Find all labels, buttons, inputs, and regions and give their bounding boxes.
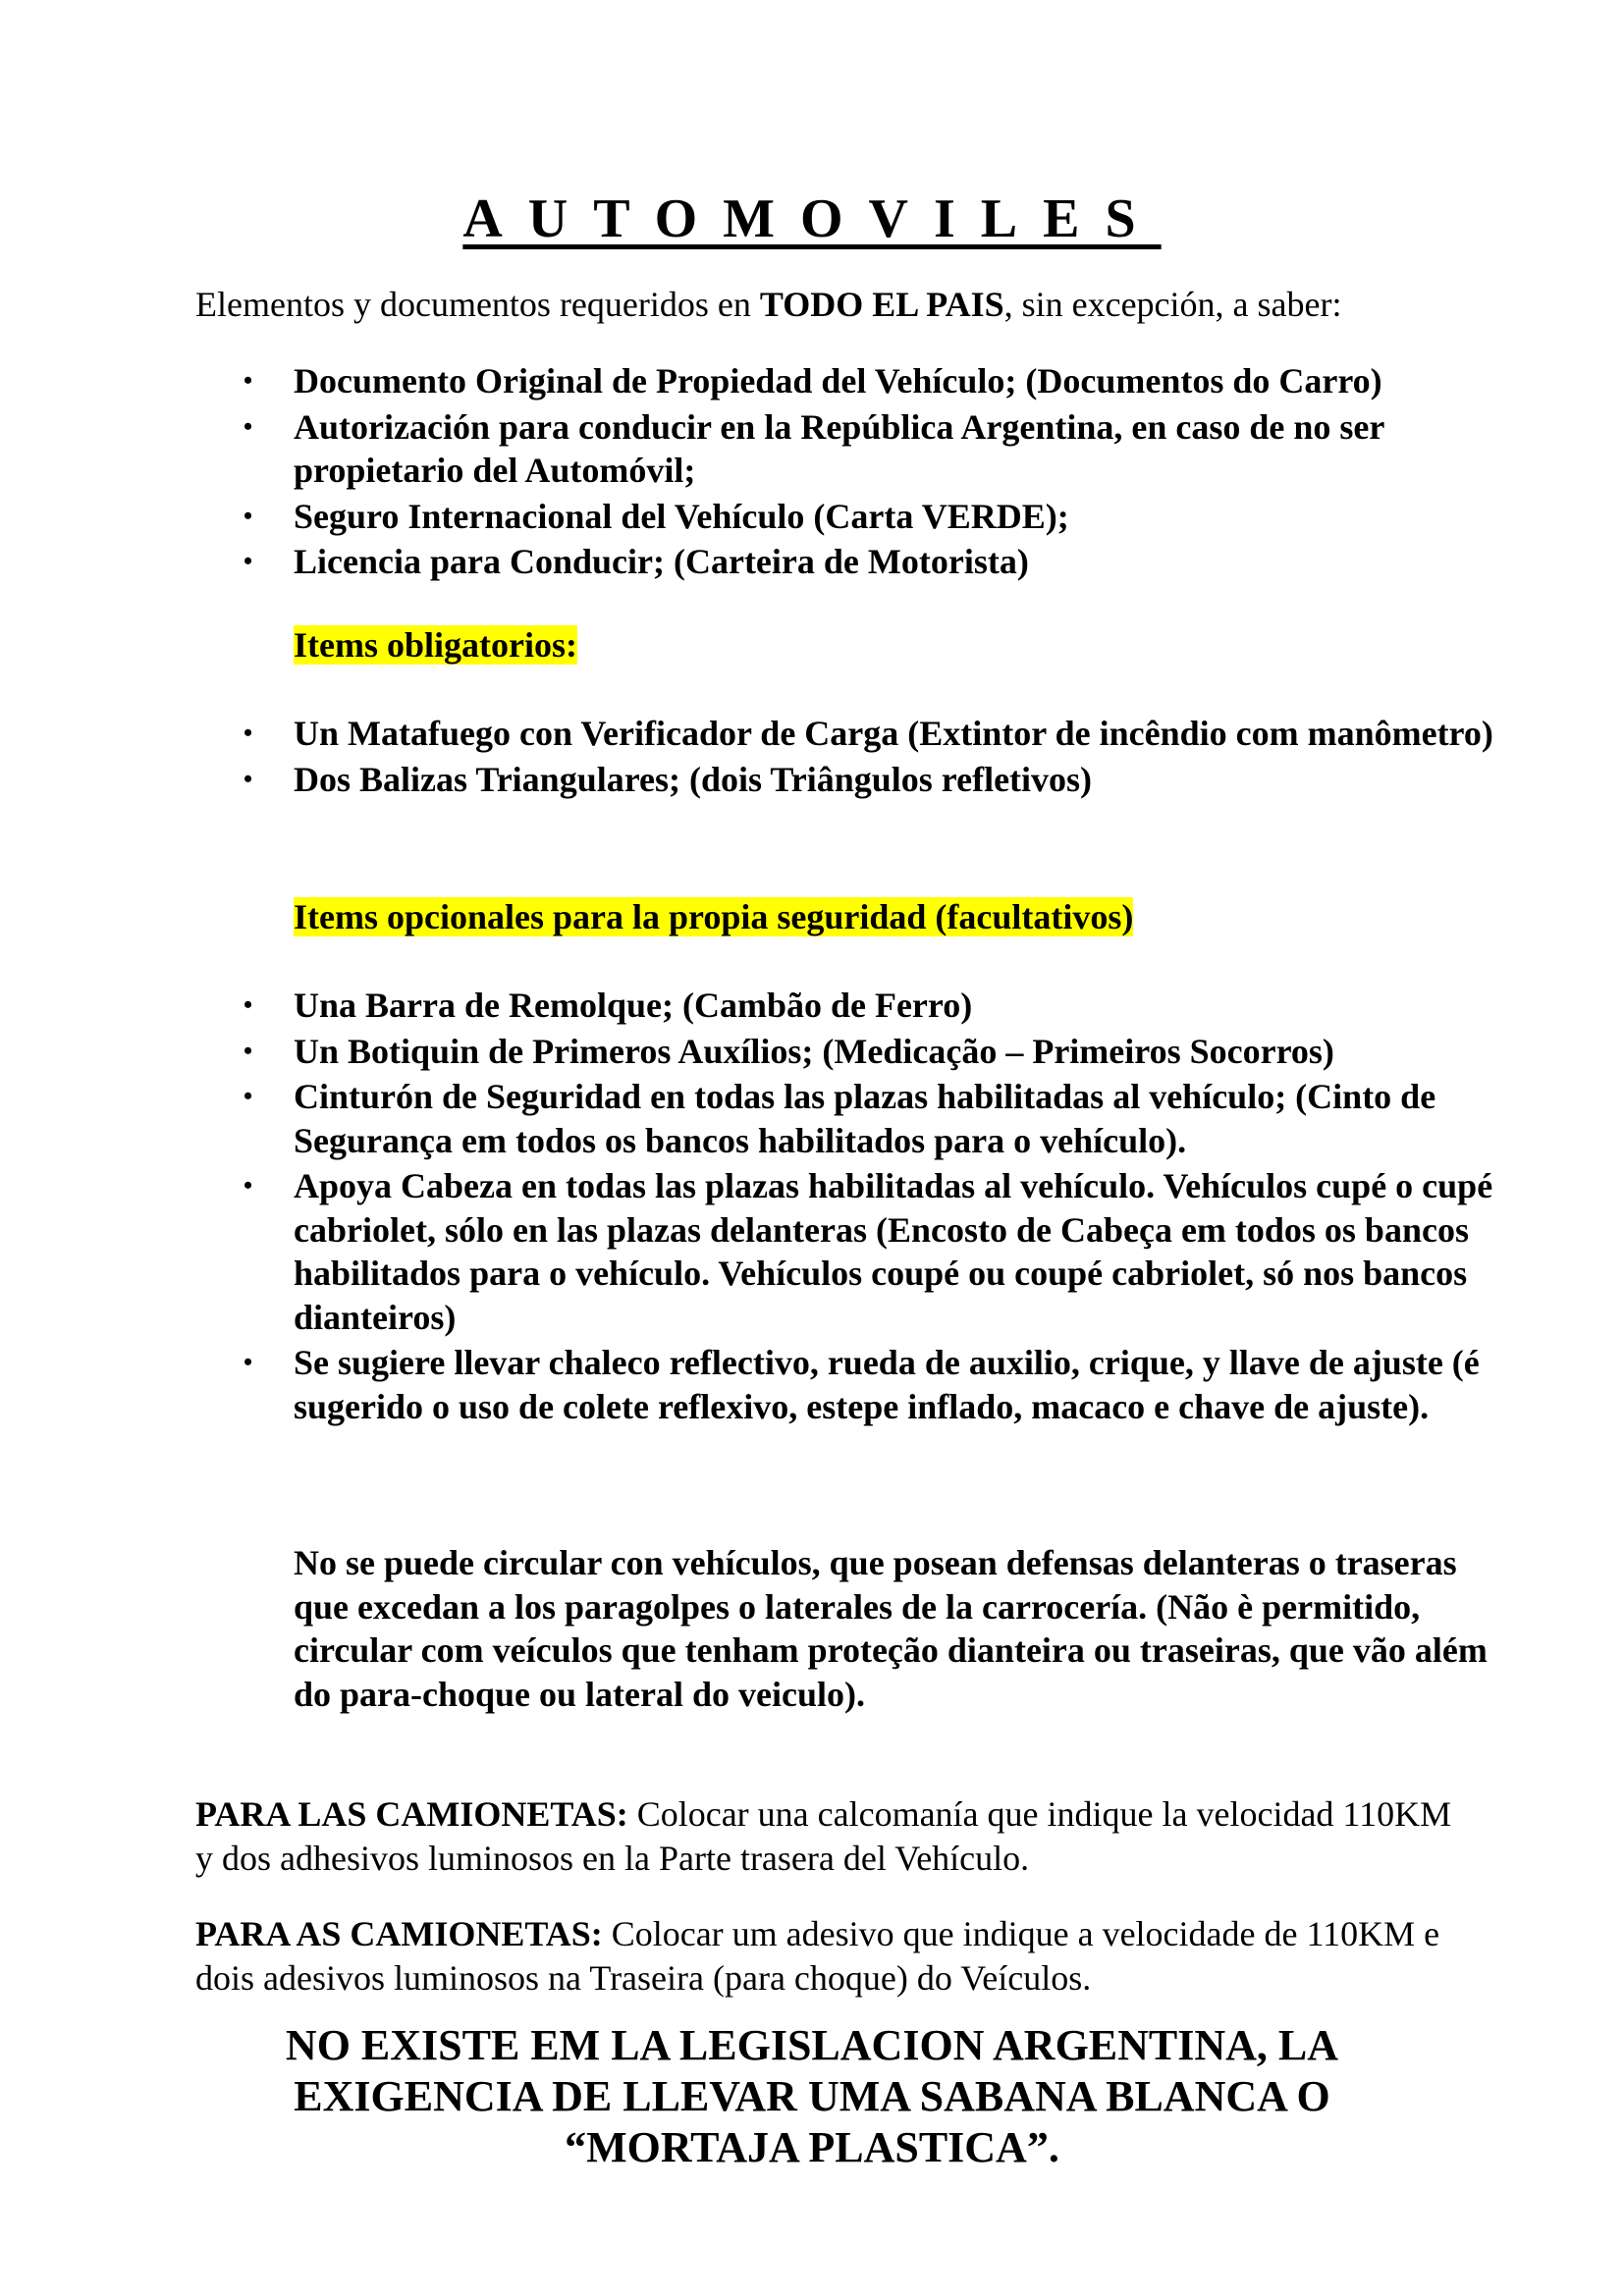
list-item <box>0 540 1624 584</box>
optional-heading <box>294 895 1133 938</box>
mandatory-heading <box>294 623 577 667</box>
list-item <box>0 712 1621 756</box>
list-item <box>0 1341 1624 1428</box>
closing-line: EXIGENCIA DE LLEVAR UMA SABANA BLANCA O <box>294 2072 1330 2120</box>
list-item <box>0 1075 1624 1162</box>
list-item-text: Se sugiere llevar chaleco reflectivo, rueda de auxilio, crique, y llave de ajuste (é sugerido o uso de colete reflexivo, estepe inflado, macaco e chave de ajuste). <box>294 1343 1480 1426</box>
bullet-icon: • <box>244 501 253 530</box>
camionetas-pt-text: Colocar um adesivo que indique a velocidade de 110KM e dois adesivos luminosos na Traseira (para choque) do Veículos. <box>195 1914 1440 1998</box>
intro-text-bold: TODO EL PAIS <box>759 285 1004 324</box>
list-item <box>0 758 1621 802</box>
bullet-icon: • <box>244 547 253 575</box>
list-item-text: Una Barra de Remolque; (Cambão de Ferro) <box>294 986 973 1025</box>
bullet-icon: • <box>244 411 253 441</box>
bullet-icon: • <box>244 990 253 1019</box>
list-item <box>0 1164 1624 1339</box>
circulation-note: No se puede circular con vehículos, que posean defensas delanteras o traseras que excedan a los paragolpes o laterales de la carrocería. (Não è permitido, circular com veículos que tenham proteção dianteira ou traseiras, que vão além do para-choque ou lateral do veiculo). <box>294 1543 1488 1714</box>
list-item <box>0 405 1624 493</box>
list-item-text: Seguro Internacional del Vehículo (Carta VERDE); <box>294 496 1069 536</box>
list-item <box>0 1030 1624 1074</box>
mandatory-list <box>0 712 1621 803</box>
intro-paragraph <box>195 283 1341 326</box>
list-item-text: Documento Original de Propiedad del Vehículo; (Documentos do Carro) <box>294 361 1382 400</box>
page-title: AUTOMOVILES <box>462 188 1162 249</box>
list-item <box>0 359 1624 403</box>
bullet-icon: • <box>244 1082 253 1110</box>
list-item-text: Licencia para Conducir; (Carteira de Motorista) <box>294 542 1029 581</box>
list-item <box>0 495 1624 539</box>
closing-line: NO EXISTE EM LA LEGISLACION ARGENTINA, LA <box>285 2021 1339 2069</box>
closing-line: “MORTAJA PLASTICA”. <box>565 2123 1059 2171</box>
camionetas-es-label: PARA LAS CAMIONETAS: <box>195 1794 628 1834</box>
closing-statement <box>0 2020 1624 2173</box>
list-item-text: Cinturón de Seguridad en todas las plazas habilitadas al vehículo; (Cinto de Segurança em todos os bancos habilitados para o vehículo). <box>294 1077 1436 1160</box>
intro-text-before: Elementos y documentos requeridos en <box>195 285 760 324</box>
mandatory-heading-text: Items obligatorios: <box>294 625 577 665</box>
list-item-text: Un Matafuego con Verificador de Carga (Extintor de incêndio com manômetro) <box>294 714 1493 753</box>
optional-heading-text: Items opcionales para la propia seguridad (facultativos) <box>294 897 1134 936</box>
bullet-icon: • <box>244 1036 253 1065</box>
list-item-text: Apoya Cabeza en todas las plazas habilitadas al vehículo. Vehículos cupé o cupé cabriolet, sólo en las plazas delanteras (Encosto de Cabeça em todos os bancos habilitados para o vehículo. Vehículos coupé ou coupé cabriolet, só nos bancos dianteiros) <box>294 1166 1493 1337</box>
camionetas-pt-label: PARA AS CAMIONETAS: <box>195 1914 603 1953</box>
bullet-icon: • <box>244 719 253 747</box>
optional-list <box>0 984 1624 1430</box>
camionetas-es-text: Colocar una calcomanía que indique la velocidad 110KM y dos adhesivos luminosos en la Parte trasera del Vehículo. <box>195 1794 1452 1878</box>
bullet-icon: • <box>244 1348 253 1376</box>
camionetas-es-paragraph <box>195 1792 1472 1880</box>
bullet-icon: • <box>244 764 253 793</box>
bullet-icon: • <box>244 1171 253 1200</box>
intro-text-after: , sin excepción, a saber: <box>1003 285 1342 324</box>
list-item-text: Autorización para conducir en la República Argentina, en caso de no ser propietario del Automóvil; <box>294 406 1384 490</box>
documents-list <box>0 359 1624 586</box>
camionetas-pt-paragraph <box>195 1912 1472 2000</box>
list-item-text: Dos Balizas Triangulares; (dois Triângulos refletivos) <box>294 759 1093 799</box>
list-item-text: Un Botiquin de Primeros Auxílios; (Medicação – Primeiros Socorros) <box>294 1031 1334 1071</box>
bullet-icon: • <box>244 366 253 395</box>
list-item <box>0 984 1624 1028</box>
